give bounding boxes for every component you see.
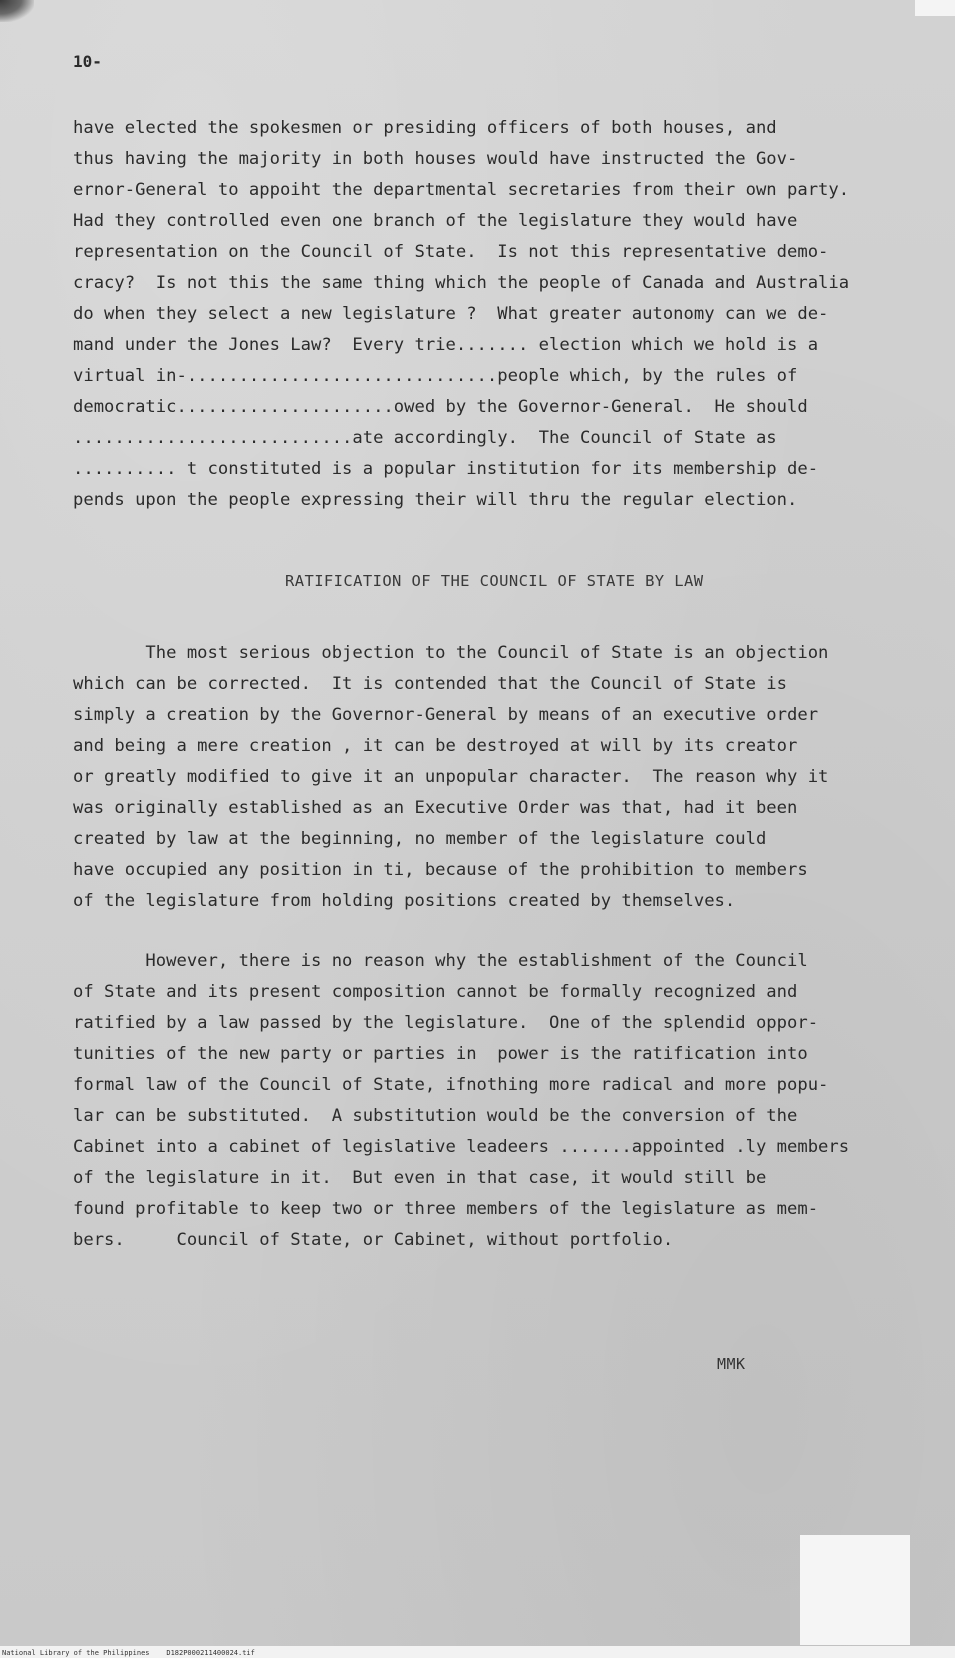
text-line: lar can be substituted. A substitution would be the conversion of the: [73, 1106, 798, 1126]
section-heading: RATIFICATION OF THE COUNCIL OF STATE BY LAW: [285, 572, 704, 590]
opening-paragraph: [73, 113, 933, 516]
paragraph-ratification: [73, 946, 933, 1256]
text-line: or greatly modified to give it an unpopular character. The reason why it: [73, 767, 829, 787]
text-line: ernor-General to appoiht the departmental secretaries from their own party.: [73, 180, 850, 200]
archive-footer: National Library of the Philippines D182P000211400024.tif: [2, 1649, 255, 1657]
text-line: bers. Council of State, or Cabinet, without portfolio.: [73, 1230, 674, 1250]
text-line: .......... t constituted is a popular institution for its membership de-: [73, 459, 819, 479]
text-line: representation on the Council of State. Is not this representative demo-: [73, 242, 829, 262]
text-line: virtual in-..............................people which, by the rules of: [73, 366, 798, 386]
text-line: thus having the majority in both houses would have instructed the Gov-: [73, 149, 798, 169]
text-line: created by law at the beginning, no member of the legislature could: [73, 829, 767, 849]
text-line: and being a mere creation , it can be destroyed at will by its creator: [73, 736, 798, 756]
text-line: formal law of the Council of State, ifnothing more radical and more popu-: [73, 1075, 829, 1095]
text-line: have elected the spokesmen or presiding officers of both houses, and: [73, 118, 777, 138]
text-line: simply a creation by the Governor-General by means of an executive order: [73, 705, 819, 725]
text-line: The most serious objection to the Council of State is an objection: [73, 643, 829, 663]
text-line: have occupied any position in ti, because of the prohibition to members: [73, 860, 808, 880]
scan-edge-strip: [915, 0, 955, 16]
page-number: 10-: [73, 52, 102, 71]
text-line: pends upon the people expressing their will thru the regular election.: [73, 490, 798, 510]
text-line: Cabinet into a cabinet of legislative leadeers .......appointed .ly members: [73, 1137, 850, 1157]
text-line: However, there is no reason why the establishment of the Council: [73, 951, 808, 971]
text-line: was originally established as an Executive Order was that, had it been: [73, 798, 798, 818]
text-line: cracy? Is not this the same thing which the people of Canada and Australia: [73, 273, 850, 293]
text-line: Had they controlled even one branch of the legislature they would have: [73, 211, 798, 231]
text-line: which can be corrected. It is contended that the Council of State is: [73, 674, 787, 694]
text-line: tunities of the new party or parties in power is the ratification into: [73, 1044, 808, 1064]
author-initials: MMK: [717, 1355, 746, 1373]
text-line: do when they select a new legislature ? What greater autonomy can we de-: [73, 304, 829, 324]
corner-smudge: [0, 0, 34, 22]
text-line: democratic.....................owed by the Governor-General. He should: [73, 397, 808, 417]
text-line: of the legislature in it. But even in that case, it would still be: [73, 1168, 767, 1188]
text-line: found profitable to keep two or three members of the legislature as mem-: [73, 1199, 819, 1219]
paragraph-objection: [73, 638, 933, 917]
text-line: of the legislature from holding positions created by themselves.: [73, 891, 736, 911]
text-line: ...........................ate accordingly. The Council of State as: [73, 428, 777, 448]
text-line: mand under the Jones Law? Every trie....... election which we hold is a: [73, 335, 819, 355]
text-line: of State and its present composition cannot be formally recognized and: [73, 982, 798, 1002]
text-line: ratified by a law passed by the legislature. One of the splendid oppor-: [73, 1013, 819, 1033]
scan-blank-patch: [800, 1535, 910, 1645]
